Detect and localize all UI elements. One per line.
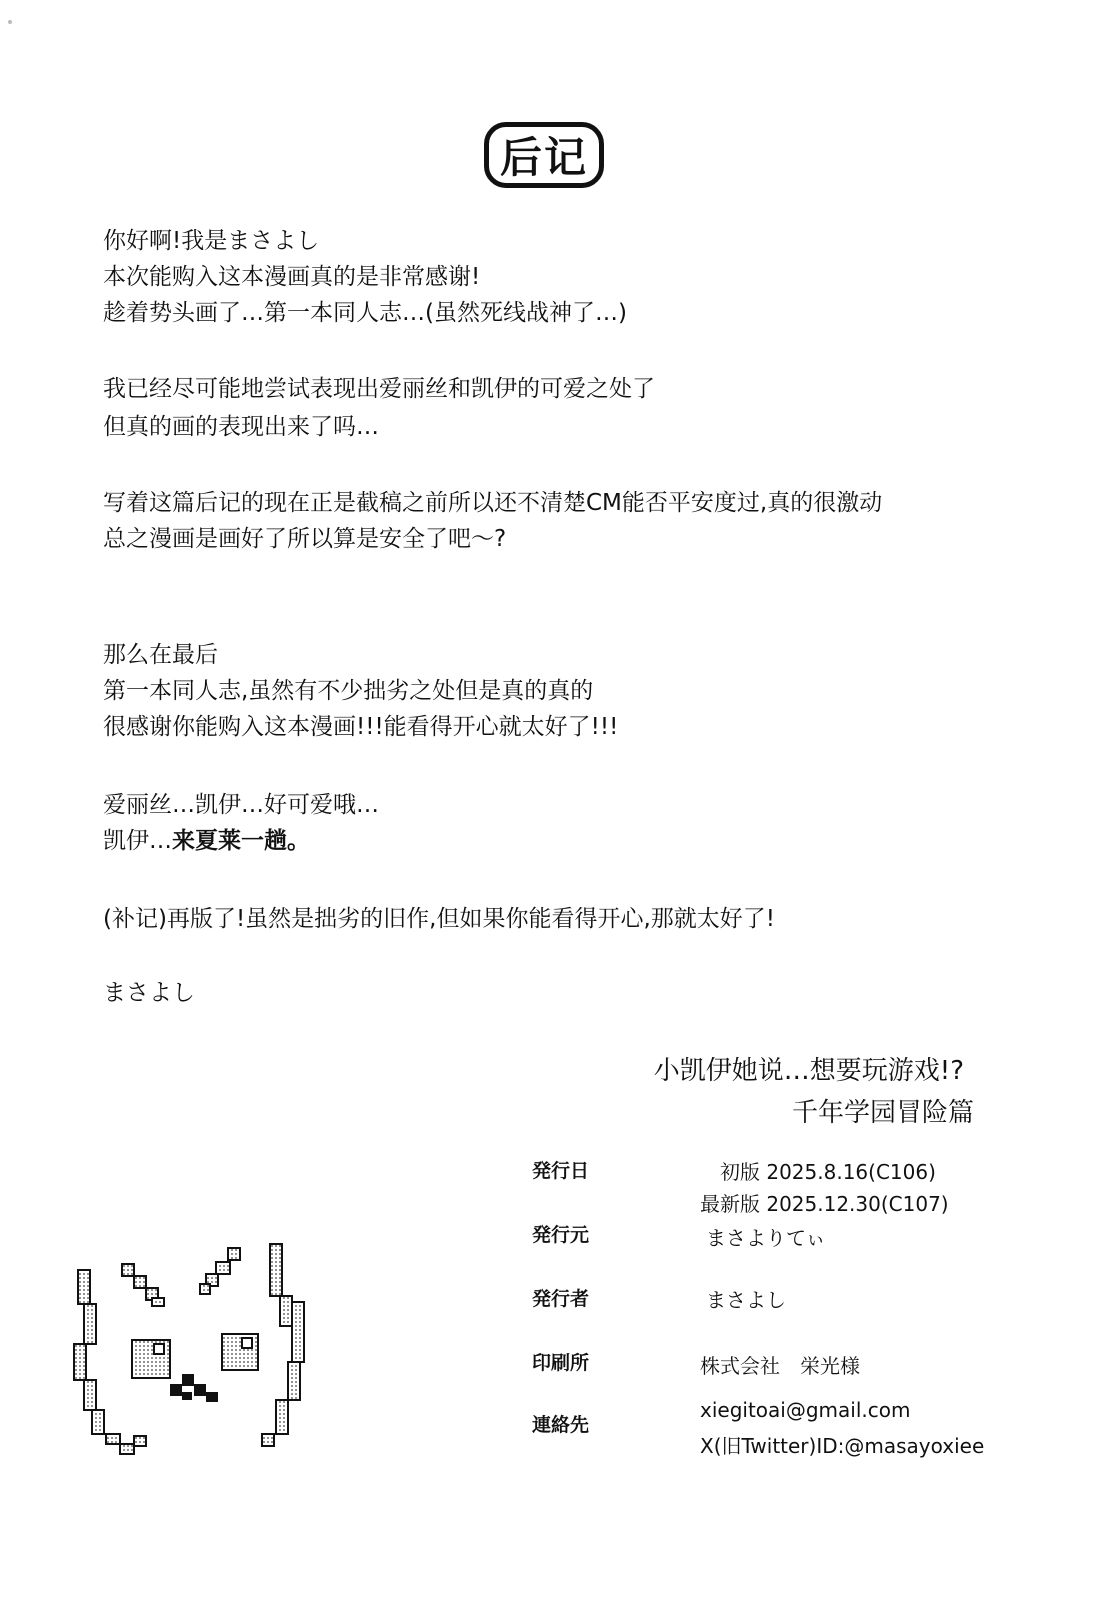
afterword-line: 但真的画的表现出来了吗… — [103, 414, 379, 440]
right-eye-icon — [222, 1334, 258, 1370]
afterword-line-text: 凯伊… — [103, 828, 172, 854]
right-bracket-icon — [262, 1244, 304, 1446]
value-issuer: まさよし — [706, 1288, 786, 1312]
label-issuer: 発行者 — [532, 1288, 590, 1310]
value-issue-date-first: 初版 2025.8.16(C106) — [720, 1160, 936, 1184]
label-contact: 連絡先 — [532, 1414, 590, 1436]
left-eyebrow-icon — [122, 1264, 164, 1306]
afterword-line — [103, 826, 310, 856]
value-contact-email: xiegitoai@gmail.com — [700, 1398, 911, 1422]
afterword-line: 我已经尽可能地尝试表现出爱丽丝和凯伊的可爱之处了 — [103, 376, 655, 402]
value-publisher: まさよりてぃ — [706, 1226, 826, 1250]
label-printer: 印刷所 — [532, 1352, 590, 1374]
afterword-title: 后记 — [499, 133, 588, 182]
afterword-line: 爱丽丝…凯伊…好可爱哦… — [103, 792, 379, 818]
label-issue-date: 発行日 — [532, 1160, 590, 1182]
afterword-line: 总之漫画是画好了所以算是安全了吧〜? — [103, 526, 507, 552]
afterword-line: 趁着势头画了…第一本同人志…(虽然死线战神了…) — [103, 300, 627, 326]
book-title-line2: 千年学园冒险篇 — [791, 1098, 974, 1128]
afterword-emphasis: 来夏莱一趟。 — [172, 828, 310, 854]
left-eye-icon — [132, 1340, 170, 1378]
afterword-postscript: (补记)再版了!虽然是拙劣的旧作,但如果你能看得开心,那就太好了! — [103, 906, 776, 932]
pixel-face-illustration — [70, 1240, 330, 1480]
afterword-line: 第一本同人志,虽然有不少拙劣之处但是真的真的 — [103, 678, 594, 704]
afterword-line: 写着这篇后记的现在正是截稿之前所以还不清楚CM能否平安度过,真的很激动 — [103, 490, 883, 516]
afterword-line: 很感谢你能购入这本漫画!!!能看得开心就太好了!!! — [103, 714, 619, 740]
author-signature: まさよし — [103, 980, 195, 1006]
afterword-line: 本次能购入这本漫画真的是非常感谢! — [103, 264, 481, 290]
afterword-line: 那么在最后 — [103, 642, 218, 668]
book-title-line1: 小凯伊她说…想要玩游戏!? — [653, 1056, 964, 1086]
label-publisher: 発行元 — [532, 1224, 590, 1246]
value-contact-x: X(旧Twitter)ID:@masayoxiee — [700, 1434, 985, 1458]
right-eyebrow-icon — [200, 1248, 240, 1294]
scan-speck — [8, 20, 12, 24]
mouth-icon — [170, 1374, 218, 1402]
value-printer: 株式会社 栄光様 — [700, 1354, 860, 1378]
afterword-title-badge — [484, 122, 604, 188]
afterword-line: 你好啊!我是まさよし — [103, 228, 320, 254]
value-issue-date-latest: 最新版 2025.12.30(C107) — [700, 1192, 949, 1216]
